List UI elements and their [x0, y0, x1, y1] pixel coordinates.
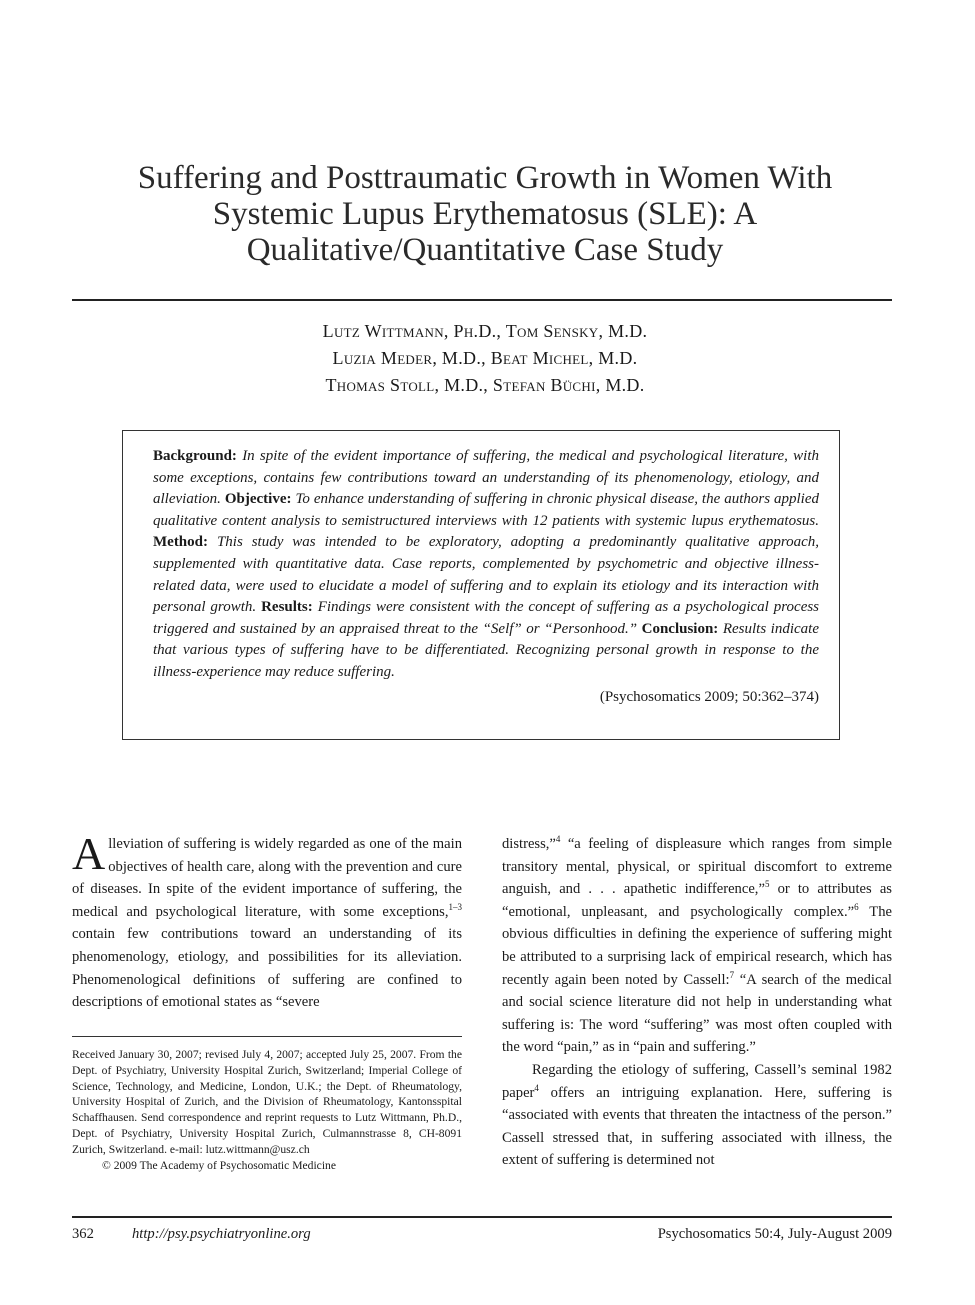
reference-superscript[interactable]: 1–3 [448, 901, 462, 912]
header-divider [72, 299, 892, 301]
abstract-citation: (Psychosomatics 2009; 50:362–374) [599, 688, 819, 705]
body-text: or to attributes as “emotional, unpleasant, and psychologically complex.” [502, 881, 892, 920]
abstract-method-text: This study was intended to be exploratory, adopting a predominantly qualitative approach, supplemented with quantitative data. Case reports, complemented by psychometric and objective illness-related data, were used to elucidate a model of suffering and to explain its etiology and its interaction with personal growth. [153, 534, 820, 616]
body-column-left [72, 828, 462, 1014]
body-text: Regarding the etiology of suffering, Cassell’s seminal 1982 paper [502, 1061, 892, 1101]
body-text: offers an intriguing explanation. Here, suffering is “associated with events that threaten the intactness of the person.” Cassell stressed that, in suffering associated with illness, the extent of suffering is determined not [502, 1084, 892, 1169]
copyright-notice: © 2009 The Academy of Psychosomatic Medicine [102, 1158, 336, 1172]
body-text: The obvious difficulties in defining the experience of suffering might be attributed to a surprising lack of empirical research, which has recently again been noted by Cassell: [502, 903, 892, 988]
reference-superscript[interactable]: 5 [764, 879, 770, 890]
body-paragraph [502, 1059, 892, 1172]
body-text: contain few contributions toward an understanding of its phenomenology, etiology, and possibilities for its alleviation. Phenomenological definitions of suffering are confined to descriptions of emotional states as “severe [72, 926, 462, 1011]
abstract-conclusion-label: Conclusion: [641, 620, 719, 637]
footer-divider [72, 1216, 892, 1218]
body-text: lleviation of suffering is widely regarded as one of the main objectives of health care, along with the prevention and cure of diseases. In spite of the evident importance of suffering, the medical and psychological literature, with some exceptions, [72, 836, 462, 920]
abstract-text [153, 446, 819, 684]
abstract-results-text: Findings were consistent with the concept of suffering as a psychological process triggered and sustained by an appraised threat to the “Self” or “Personhood.” [153, 599, 820, 637]
article-footnote [72, 1047, 462, 1173]
author-line: Lutz Wittmann, Ph.D., Tom Sensky, M.D. [322, 321, 648, 341]
abstract-method-label: Method: [153, 534, 208, 551]
reference-superscript[interactable]: 6 [854, 901, 859, 912]
body-column-right [502, 833, 892, 1172]
body-paragraph [72, 828, 462, 1014]
title-line: Systemic Lupus Erythematosus (SLE): A [212, 196, 758, 232]
reference-superscript[interactable]: 7 [729, 969, 735, 980]
drop-cap: A [72, 828, 106, 879]
journal-citation: Psychosomatics 50:4, July-August 2009 [657, 1226, 892, 1242]
body-text: distress,” [502, 836, 556, 852]
body-text: “a feeling of displeasure which ranges from simple transitory mental, physical, or spiritual discomfort to extreme anguish, and . . . apathetic indifference,” [502, 836, 892, 898]
body-paragraph [502, 833, 892, 1059]
abstract-background-text: In spite of the evident importance of suffering, the medical and psychological literature, with some exceptions, contains few contributions toward an understanding of its phenomenology, etiology, and alleviation. [153, 448, 820, 508]
title-line: Qualitative/Quantitative Case Study [246, 232, 724, 268]
footnote-divider [72, 1036, 462, 1037]
reference-superscript[interactable]: 4 [534, 1082, 539, 1093]
author-list [100, 318, 870, 399]
abstract-box [122, 430, 840, 740]
page-number: 362 [72, 1226, 94, 1242]
author-line: Luzia Meder, M.D., Beat Michel, M.D. [332, 348, 638, 368]
abstract-conclusion-text: Results indicate that various types of suffering have to be differentiated. Recognizing personal growth in response to the illness-experience may reduce suffering. [153, 620, 820, 680]
body-text: “A search of the medical and social science literature did not help in understanding what suffering is: The word “suffering” was most often coupled with the word “pain,” as in “pain and suffering.” [502, 971, 892, 1056]
abstract-background-label: Background: [153, 448, 237, 464]
abstract-results-label: Results: [261, 599, 313, 616]
abstract-objective-label: Objective: [224, 491, 292, 508]
footnote-text: Received January 30, 2007; revised July 4, 2007; accepted July 25, 2007. From the Dept. of Psychiatry, University Hospital Zurich, Switzerland; Imperial College of Science, Technology, and Medicine, London, U.K.; the Dept. of Rheumatology, University Hospital of Zurich, and the Division of Rheumatology, Kantonsspital Schaffhausen. Send correspondence and reprint requests to Lutz Wittmann, Ph.D., Dept. of Psychiatry, University Hospital Zurich, Culmannstrasse 8, CH-8091 Zurich, Switzerland. e-mail: lutz.wittmann@usz.ch [72, 1048, 462, 1156]
author-line: Thomas Stoll, M.D., Stefan Büchi, M.D. [325, 375, 645, 395]
abstract-objective-text: To enhance understanding of suffering in chronic physical disease, the authors applied qualitative content analysis to semistructured interviews with 12 patients with systemic lupus erythematosus. [153, 491, 819, 529]
article-title [100, 160, 870, 268]
journal-url-link[interactable]: http://psy.psychiatryonline.org [132, 1226, 311, 1242]
reference-superscript[interactable]: 4 [555, 834, 561, 845]
title-line: Suffering and Posttraumatic Growth in Women With [137, 160, 833, 196]
